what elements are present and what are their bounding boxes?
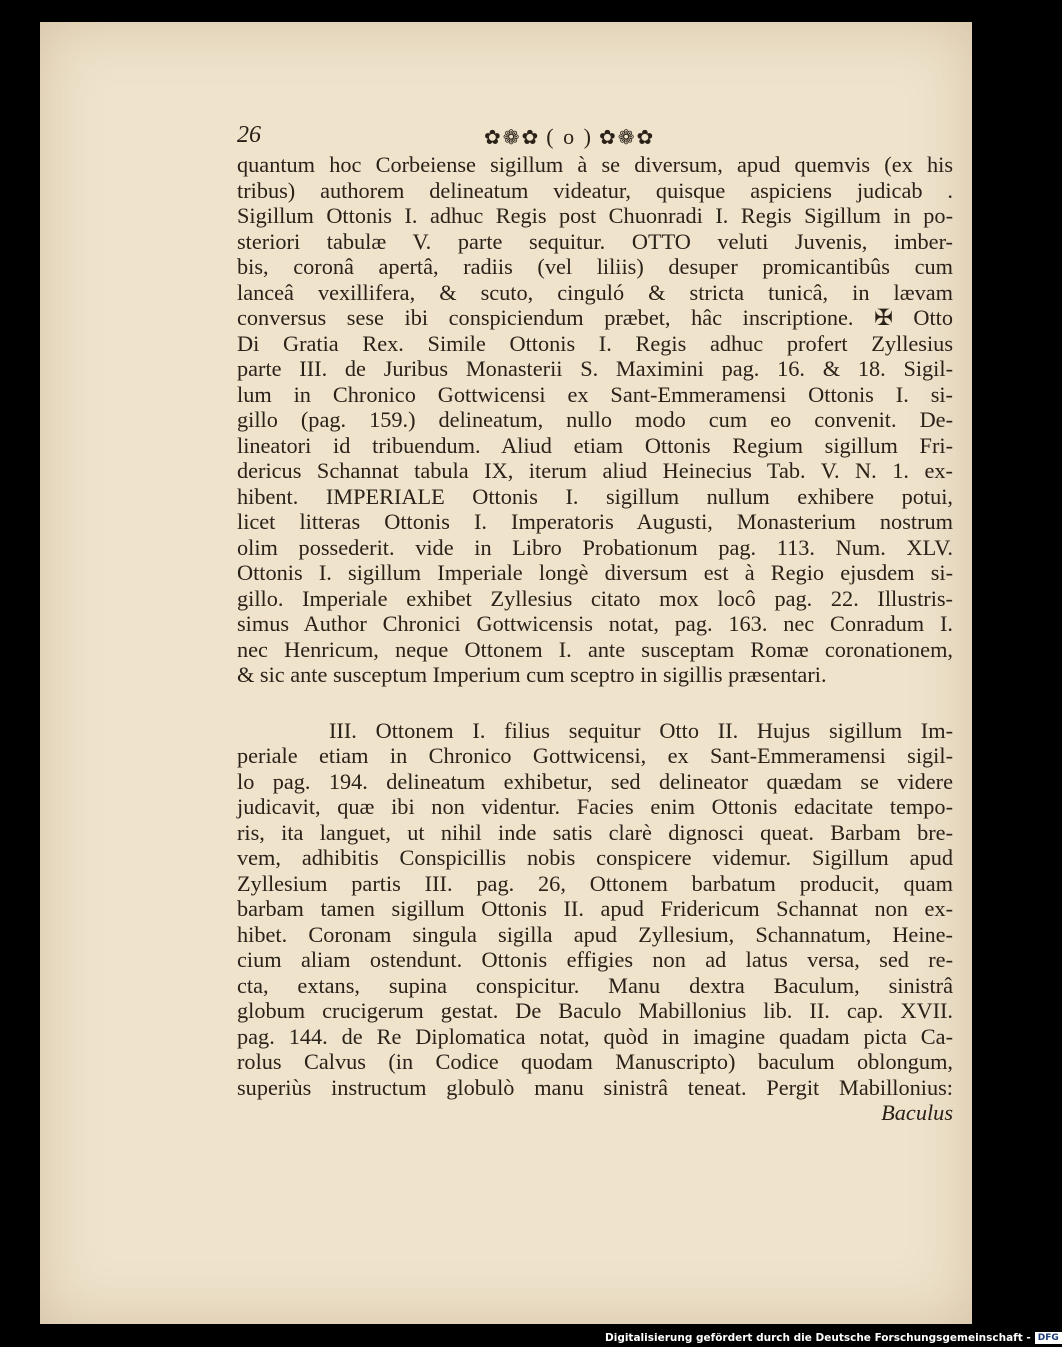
text-line: nec Henricum, neque Ottonem I. ante susceptam Romæ coronationem, <box>237 636 953 662</box>
text-line: pag. 144. de Re Diplomatica notat, quòd in imagine quadam picta Ca- <box>237 1023 953 1049</box>
text-line: & sic ante susceptum Imperium cum sceptro in sigillis præsentari. <box>237 662 827 687</box>
text-line: barbam tamen sigillum Ottonis II. apud Fridericum Schannat non ex- <box>237 896 953 921</box>
text-line: Ottonis I. sigillum Imperiale longè diversum est à Regio ejusdem si- <box>237 560 953 585</box>
body-text <box>237 152 953 1126</box>
text-line: gillo (pag. 159.) delineatum, nullo modo cum eo convenit. De- <box>237 407 953 432</box>
text-line: rolus Calvus (in Codice quodam Manuscripto) baculum oblongum, <box>237 1049 953 1074</box>
paragraph-gap <box>237 688 953 718</box>
text-line: judicavit, quæ ibi non videntur. Facies enim Ottonis edacitate tempo- <box>237 794 953 819</box>
catchword: Baculus <box>881 1100 953 1125</box>
footer-credit <box>605 1330 1062 1346</box>
text-line: lo pag. 194. delineatum exhibetur, sed delineator quædam se videre <box>237 768 953 794</box>
page-number: 26 <box>237 122 261 148</box>
page-header <box>237 122 957 152</box>
text-line: dericus Schannat tabula IX, iterum aliud Heinecius Tab. V. N. 1. ex- <box>237 458 953 483</box>
text-line: cta, extans, supina conspicitur. Manu dextra Baculum, sinistrâ <box>237 972 953 998</box>
text-line: periale etiam in Chronico Gottwicensi, ex Sant-Emmeramensi sigil- <box>237 743 953 768</box>
text-line: Sigillum Ottonis I. adhuc Regis post Chuonradi I. Regis Sigillum in po- <box>237 203 953 228</box>
text-line: olim possederit. vide in Libro Probationum pag. 113. Num. XLV. <box>237 534 953 560</box>
text-line: hibent. IMPERIALE Ottonis I. sigillum nullum exhibere potui, <box>237 483 953 509</box>
text-line: cium aliam ostendunt. Ottonis effigies non ad latus versa, sed re- <box>237 947 953 972</box>
text-line: conversus sese ibi conspiciendum præbet, hâc inscriptione. ✠ Otto <box>237 305 953 330</box>
text-line: tribus) authorem delineatum videatur, quisque aspiciens judicab . <box>237 177 953 203</box>
text-line: lum in Chronico Gottwicensi ex Sant-Emmeramensi Ottonis I. si- <box>237 381 953 407</box>
text-line: ris, ita languet, ut nihil inde satis clarè dignosci queat. Barbam bre- <box>237 819 953 845</box>
text-line: simus Author Chronici Gottwicensis notat, pag. 163. nec Conradum I. <box>237 611 953 636</box>
text-line: lanceâ vexillifera, & scuto, cinguló & stricta tunicâ, in lævam <box>237 279 953 305</box>
flower-ornament-icon: ✿❁✿ <box>598 125 656 149</box>
text-line: lineatori id tribuendum. Aliud etiam Ottonis Regium sigillum Fri- <box>237 432 953 458</box>
text-line: III. Ottonem I. filius sequitur Otto II. Hujus sigillum Im- <box>329 717 953 743</box>
text-line: globum crucigerum gestat. De Baculo Mabillonius lib. II. cap. XVII. <box>237 998 953 1023</box>
text-line: Zyllesium partis III. pag. 26, Ottonem barbatum producit, quam <box>237 870 953 896</box>
flower-ornament-icon: ✿❁✿ <box>484 125 541 149</box>
text-line: hibet. Coronam singula sigilla apud Zyllesium, Schannatum, Heine- <box>237 921 953 947</box>
text-line: quantum hoc Corbeiense sigillum à se diversum, apud quemvis (ex his <box>237 152 953 177</box>
text-line: superiùs instructum globulò manu sinistrâ teneat. Pergit Mabillonius: <box>237 1074 953 1100</box>
text-line: bis, coronâ apertâ, radiis (vel liliis) desuper promicantibûs cum <box>237 254 953 279</box>
dfg-logo[interactable]: DFG <box>1035 1332 1062 1344</box>
text-line: licet litteras Ottonis I. Imperatoris Augusti, Monasterium nostrum <box>237 509 953 534</box>
text-line: steriori tabulæ V. parte sequitur. OTTO veluti Juvenis, imber- <box>237 228 953 254</box>
text-line: Di Gratia Rex. Simile Ottonis I. Regis adhuc profert Zyllesius <box>237 330 953 356</box>
footer-credit-text: Digitalisierung gefördert durch die Deutsche Forschungsgemeinschaft - <box>605 1332 1031 1344</box>
text-line: vem, adhibitis Conspicillis nobis conspicere videmur. Sigillum apud <box>237 845 953 870</box>
text-line: parte III. de Juribus Monasterii S. Maximini pag. 16. & 18. Sigil- <box>237 356 953 381</box>
header-ornament <box>484 124 655 150</box>
ornament-text: ( o ) <box>546 124 593 149</box>
text-line: gillo. Imperiale exhibet Zyllesius citato mox locô pag. 22. Illustris- <box>237 585 953 611</box>
